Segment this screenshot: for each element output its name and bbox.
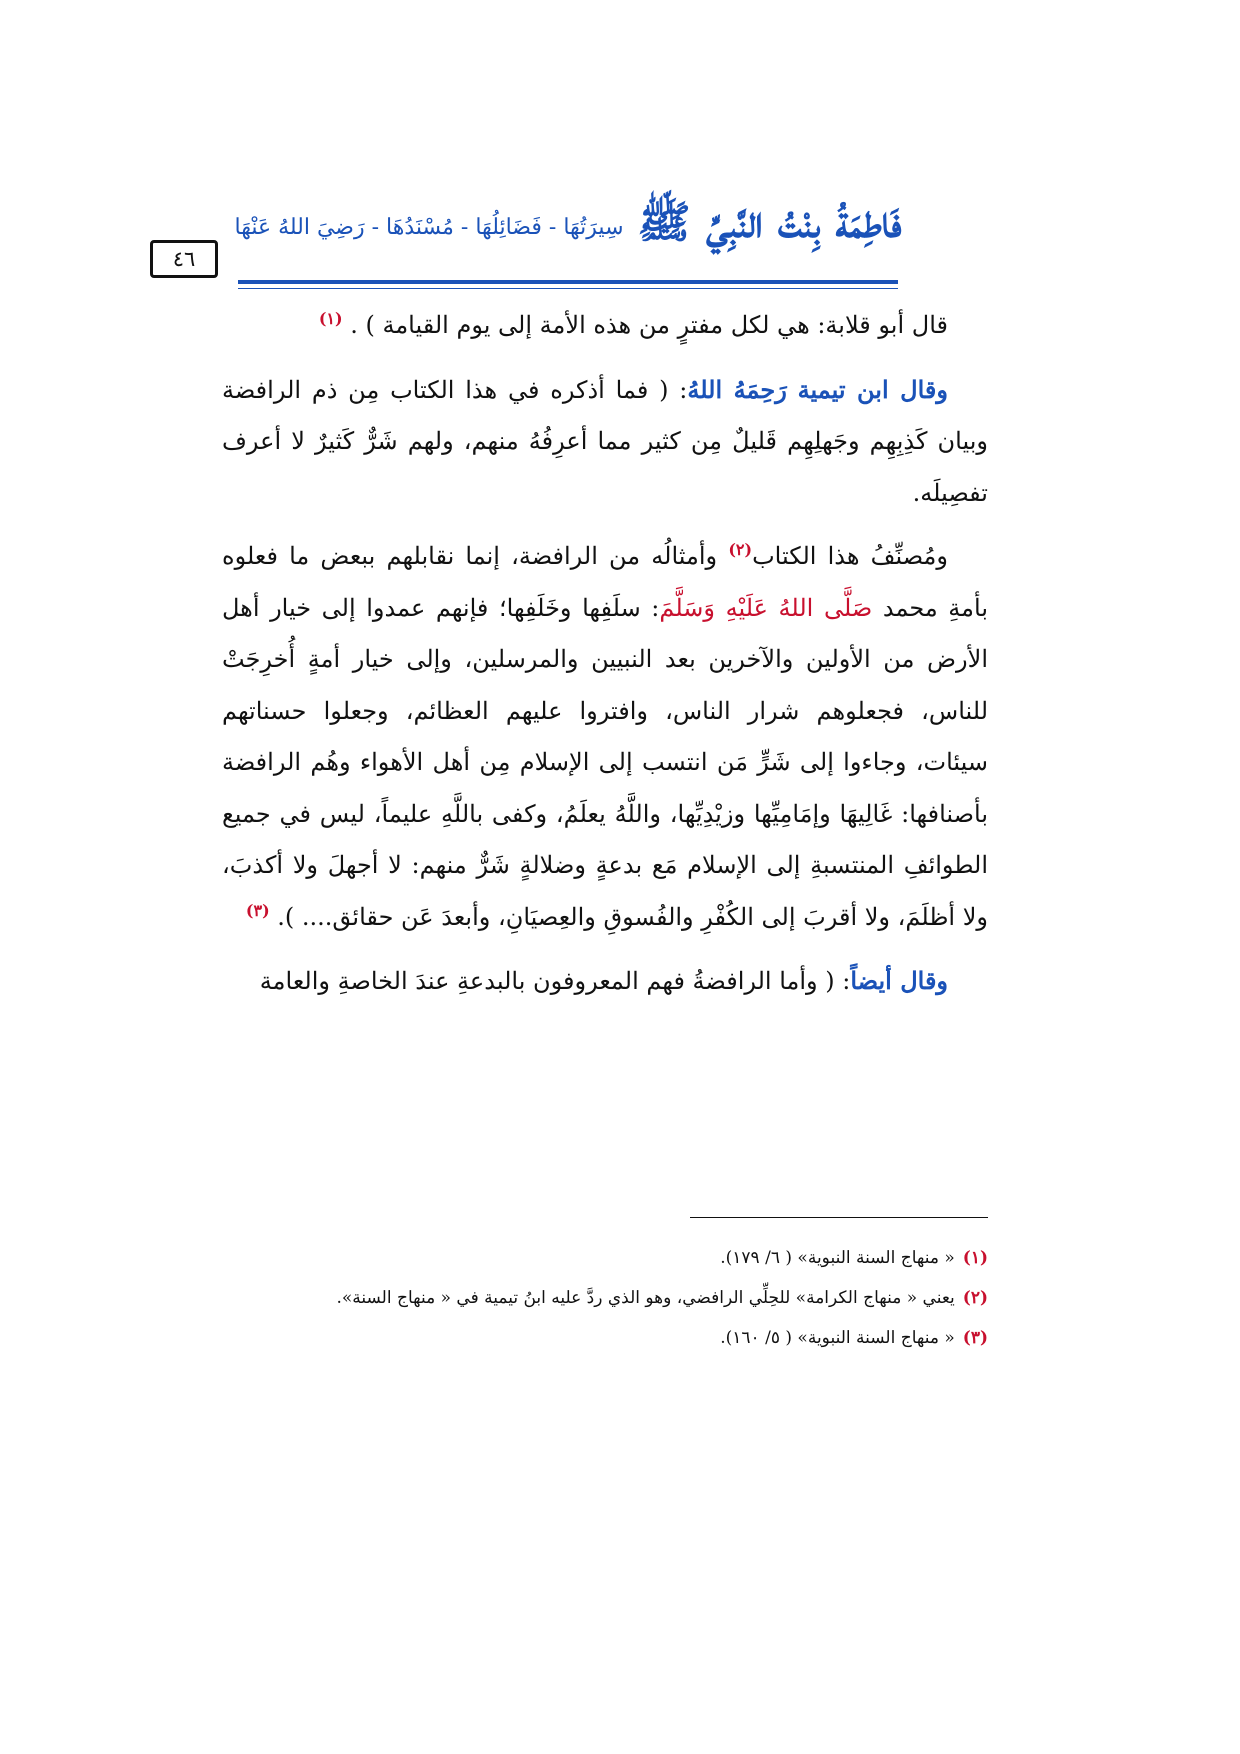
paragraph-3 [222,531,988,943]
footnote-number: (١) [962,1248,988,1268]
book-title-main: فَاطِمَةُ بِنْتُ النَّبِيِّ ﷺ [637,197,902,248]
header-rule-thin [238,288,898,289]
footnote-ref-1[interactable]: (١) [318,309,343,328]
paragraph-2-text: : ( فما أذكره في هذا الكتاب مِن ذم الرافضة وبيان كَذِبِهِم وجَهلِهِم قَليلٌ مِن كثير مما أعرِفُهُ منهم، ولهم شَرٌّ كَثيرٌ لا أعرف تفصِيلَه. [222,375,988,507]
footnote-text: « منهاج السنة النبوية» ( ٥/ ١٦٠). [720,1328,955,1348]
footnote-separator [690,1217,988,1218]
page-number: ٤٦ [150,240,218,278]
paragraph-1 [222,300,988,352]
footnote-number: (٢) [962,1288,988,1308]
footnote-2 [222,1278,988,1318]
main-text [222,300,988,1020]
footnote-number: (٣) [962,1328,988,1348]
paragraph-3-text-2: وأمثالُه من الرافضة، إنما نقابلهم ببعض ما فعلوه بأمةِ محمد [222,542,989,622]
footnote-text: « منهاج السنة النبوية» ( ٦/ ١٧٩). [720,1248,955,1268]
book-title-subtitle: سِيرَتُهَا - فَضَائِلُهَا - مُسْنَدُهَا - رَضِيَ اللهُ عَنْهَا [234,214,624,240]
page-header [150,178,902,286]
footnote-1 [222,1238,988,1278]
footnote-text: يعني « منهاج الكرامة» للحِلِّي الرافضي، وهو الذي ردَّ عليه ابنُ تيمية في « منهاج السنة». [336,1288,955,1308]
paragraph-3-text-1: ومُصنِّفُ هذا الكتاب [752,542,949,570]
paragraph-4-lead: وقال أيضاً [850,966,948,995]
paragraph-1-text: قال أبو قلابة: هي لكل مفترٍ من هذه الأمة إلى يوم القيامة ) . [350,311,948,339]
honorific-rahimahullah: رَحِمَهُ اللهُ [687,374,787,404]
paragraph-2-lead: وقال ابن تيمية [797,374,948,404]
paragraph-2 [222,364,988,520]
footnote-ref-3[interactable]: (٣) [245,900,270,920]
paragraph-4 [222,955,988,1008]
footnotes [222,1238,988,1358]
paragraph-4-text: : ( وأما الرافضةُ فهم المعروفون بالبدعةِ عندَ الخاصةِ والعامة [259,967,851,995]
header-rule-thick [238,280,898,284]
footnote-ref-2[interactable]: (٢) [728,540,753,559]
footnote-3 [222,1318,988,1358]
paragraph-3-text-3: : سلَفِها وخَلَفِها؛ فإنهم عمدوا إلى خيار أهل الأرض من الأولين والآخرين بعد النبيين والمرسلين، وإلى خيار أمةٍ أُخرِجَتْ للناس، فجعلوهم شرار الناس، وافتروا عليهم العظائم، وجعلوا حسناتهم سيئات، وجاءوا إلى شَرٍّ مَن انتسب إلى الإسلام مِن أهل الأهواء وهُم الرافضة بأصنافها: غَالِيهَا وإمَامِيِّها وزيْدِيِّها، واللَّهُ يعلَمُ، وكفى باللَّهِ عليماً، ليس في جميع الطوائفِ المنتسبةِ إلى الإسلام مَع بدعةٍ وضلالةٍ شَرٌّ منهم: لا أجهلَ ولا أكذبَ، ولا أظلَمَ، ولا أقربَ إلى الكُفْرِ والفُسوقِ والعِصيَانِ، وأبعدَ عَن حقائق.... ). [222,593,988,931]
salutation-glyph: صَلَّى اللهُ عَلَيْهِ وَسَلَّمَ [659,593,873,622]
book-title [234,178,902,276]
